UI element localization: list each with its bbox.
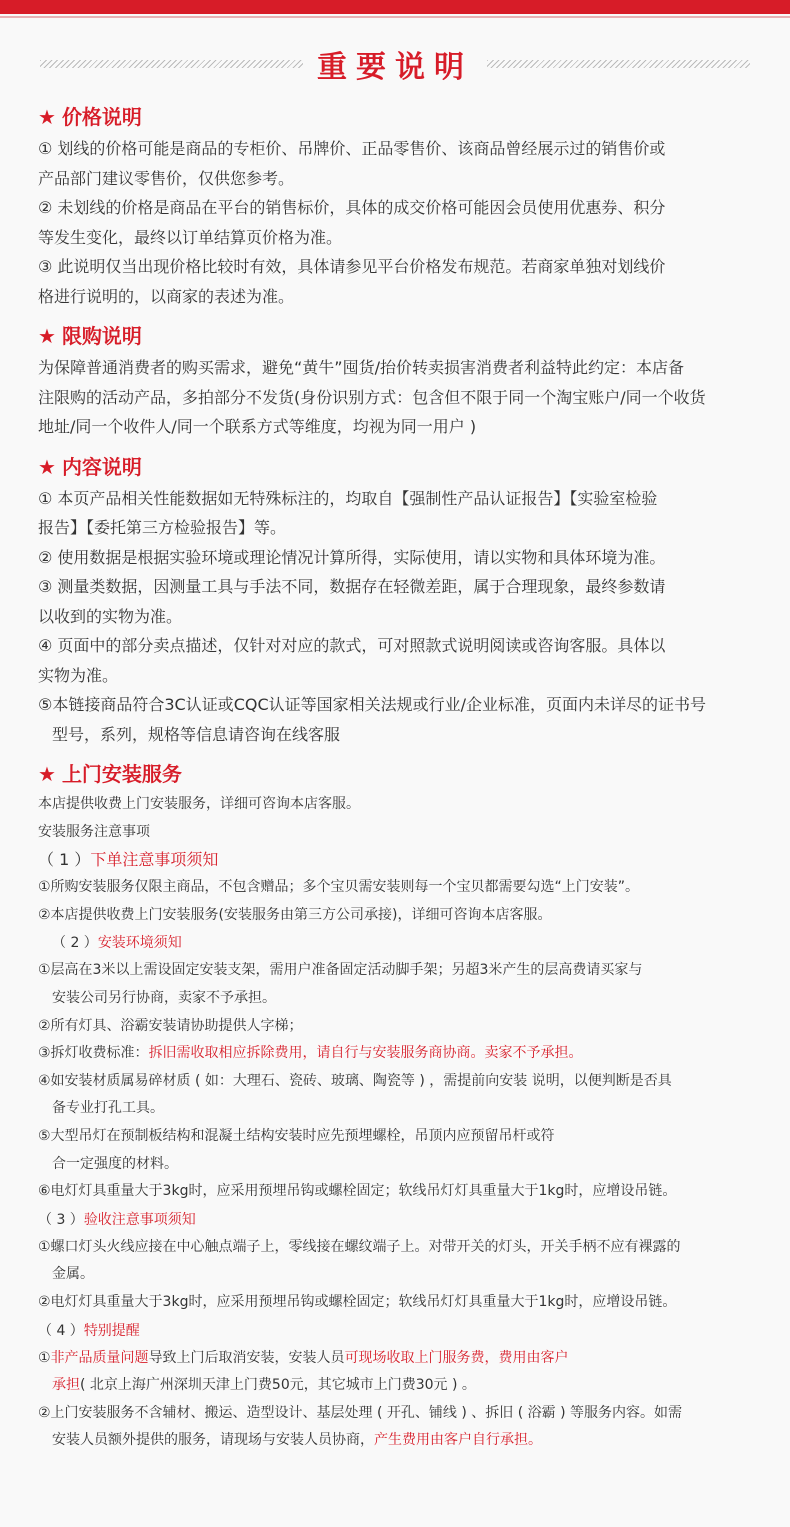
install-line: ⑤大型吊灯在预制板结构和混凝土结构安装时应先预埋螺栓，吊顶内应预留吊杆或符 <box>38 1127 555 1144</box>
install-sub-heading-3: （ 3 ）验收注意事项须知 <box>38 1211 196 1228</box>
star-icon: ★ <box>38 105 56 129</box>
install-line: 合一定强度的材料。 <box>52 1155 178 1172</box>
install-sub-heading-4: （ 4 ）特别提醒 <box>38 1322 140 1339</box>
install-notes-label: 安装服务注意事项 <box>38 823 150 840</box>
install-line: ①层高在3米以上需设固定安装支架，需用户准备固定活动脚手架；另超3米产生的层高费请买家与 <box>38 962 643 979</box>
price-line: 等发生变化，最终以订单结算页价格为准。 <box>38 227 343 247</box>
install-heading: ★ 上门安装服务 <box>38 762 182 786</box>
content-line: 以收到的实物为准。 <box>38 606 183 626</box>
install-line: 安装人员额外提供的服务，请现场与安装人员协商，产生费用由客户自行承担。 <box>52 1432 542 1449</box>
section-header <box>40 44 750 84</box>
content-line: ② 使用数据是根据实验环境或理论情况计算所得，实际使用，请以实物和具体环境为准。 <box>38 547 666 567</box>
left-hatch-divider <box>40 60 303 68</box>
limit-line: 地址/同一个收件人/同一个联系方式等维度，均视为同一用户 ) <box>38 417 477 436</box>
install-line: 安装公司另行协商，卖家不予承担。 <box>52 989 276 1006</box>
limit-line: 为保障普通消费者的购买需求，避免“黄牛”囤货/抬价转卖损害消费者利益特此约定：本店备 <box>38 358 684 377</box>
content-line: 型号，系列，规格等信息请咨询在线客服 <box>52 724 341 744</box>
install-line: ③拆灯收费标准：拆旧需收取相应拆除费用，请自行与安装服务商协商。卖家不予承担。 <box>38 1045 583 1062</box>
install-line: ②本店提供收费上门安装服务(安装服务由第三方公司承接)，详细可咨询本店客服。 <box>38 906 552 923</box>
install-line: ⑥电灯灯具重量大于3kg时，应采用预埋吊钩或螺栓固定；软线吊灯灯具重量大于1kg时，应增设吊链。 <box>38 1183 677 1200</box>
price-line: ② 未划线的价格是商品在平台的销售标价，具体的成交价格可能因会员使用优惠券、积分 <box>38 198 666 217</box>
install-sub-heading-2: （ 2 ）安装环境须知 <box>52 935 182 952</box>
install-line: 承担( 北京上海广州深圳天津上门费50元，其它城市上门费30元 ) 。 <box>52 1377 476 1394</box>
limit-line: 注限购的活动产品，多拍部分不发货(身份识别方式：包含但不限于同一个淘宝账户/同一个收货 <box>38 387 706 407</box>
notice-content <box>38 100 768 1455</box>
warning-text: 拆旧需收取相应拆除费用，请自行与安装服务商协商。卖家不予承担。 <box>148 1045 583 1062</box>
install-sub-heading-1: （ 1 ）下单注意事项须知 <box>38 850 219 870</box>
install-line: ②电灯灯具重量大于3kg时，应采用预埋吊钩或螺栓固定；软线吊灯灯具重量大于1kg时，应增设吊链。 <box>38 1293 677 1310</box>
content-line: 报告】【委托第三方检验报告】等。 <box>38 518 287 537</box>
star-icon: ★ <box>38 762 56 786</box>
content-heading: ★ 内容说明 <box>38 454 142 479</box>
right-hatch-divider <box>487 60 750 68</box>
install-line: ④如安装材质属易碎材质 ( 如：大理石、瓷砖、玻璃、陶瓷等 ) ，需提前向安装 说明，以便判断是否具 <box>38 1072 672 1089</box>
price-heading: ★ 价格说明 <box>38 105 142 129</box>
page-title: 重要说明 <box>317 50 473 85</box>
star-icon: ★ <box>38 454 56 479</box>
install-line: ①非产品质量问题导致上门后取消安装，安装人员可现场收取上门服务费，费用由客户 <box>38 1349 569 1366</box>
content-line: ③ 测量类数据，因测量工具与手法不同，数据存在轻微差距，属于合理现象，最终参数请 <box>38 577 666 596</box>
limit-heading: ★ 限购说明 <box>38 324 142 348</box>
top-thin-line <box>0 16 790 18</box>
content-line: ① 本页产品相关性能数据如无特殊标注的，均取自【强制性产品认证报告】【实验室检验 <box>38 488 658 508</box>
price-line: 格进行说明的，以商家的表述为准。 <box>38 286 295 306</box>
star-icon: ★ <box>38 324 56 348</box>
price-line: ③ 此说明仅当出现价格比较时有效，具体请参见平台价格发布规范。若商家单独对划线价 <box>38 257 666 276</box>
install-line: 备专业打孔工具。 <box>52 1100 164 1117</box>
install-line: ①所购安装服务仅限主商品，不包含赠品；多个宝贝需安装则每一个宝贝都需要勾选“上门安装”。 <box>38 879 640 896</box>
content-line: 实物为准。 <box>38 665 119 685</box>
install-intro: 本店提供收费上门安装服务，详细可咨询本店客服。 <box>38 796 360 812</box>
price-line: ① 划线的价格可能是商品的专柜价、吊牌价、正品零售价、该商品曾经展示过的销售价或 <box>38 139 666 158</box>
top-red-bar <box>0 0 790 14</box>
price-line: 产品部门建议零售价，仅供您参考。 <box>38 168 295 188</box>
install-line: ②所有灯具、浴霸安装请协助提供人字梯； <box>38 1017 303 1034</box>
content-line: ⑤本链接商品符合3C认证或CQC认证等国家相关法规或行业/企业标准，页面内未详尽的证书号 <box>38 695 707 714</box>
install-line: ①螺口灯头火线应接在中心触点端子上，零线接在螺纹端子上。对带开关的灯头，开关手柄不应有裸露的 <box>38 1238 681 1255</box>
install-line: 金属。 <box>52 1266 94 1283</box>
install-line: ②上门安装服务不含辅材、搬运、造型设计、基层处理 ( 开孔、铺线 ) 、拆旧 ( 浴霸 ) 等服务内容。如需 <box>38 1404 682 1421</box>
content-line: ④ 页面中的部分卖点描述，仅针对对应的款式，可对照款式说明阅读或咨询客服。具体以 <box>38 636 666 655</box>
